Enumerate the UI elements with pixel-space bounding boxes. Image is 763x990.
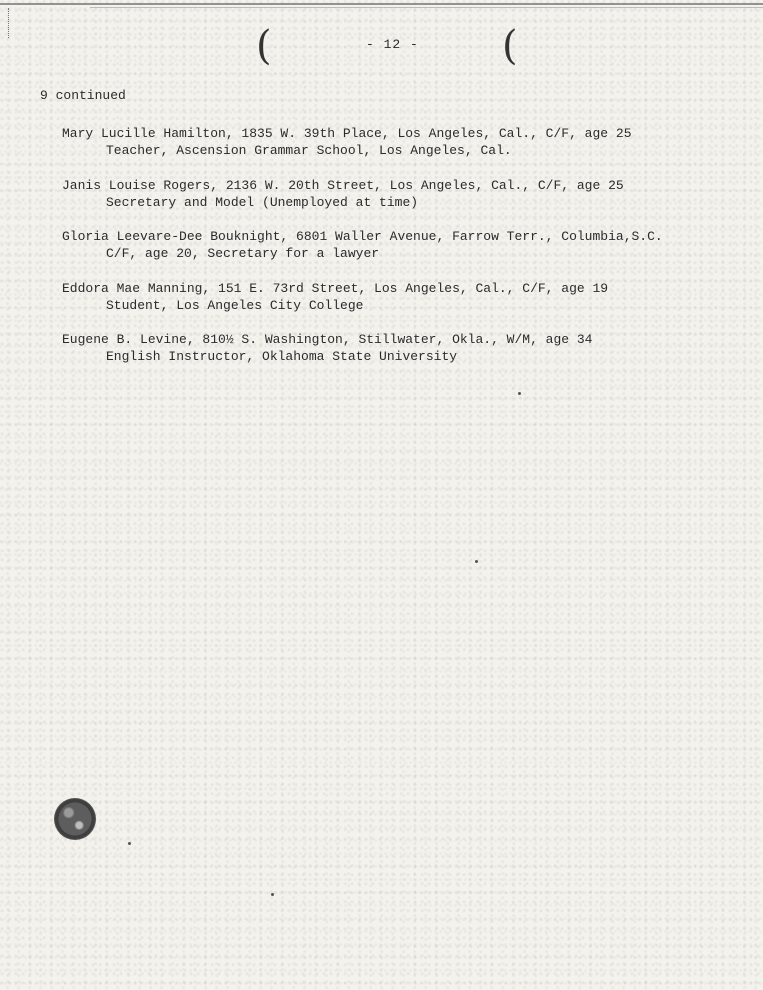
- ink-speck: [271, 893, 274, 896]
- person-entry: [62, 331, 593, 365]
- entry-occupation: English Instructor, Oklahoma State University: [106, 349, 458, 364]
- entry-name-address: Eugene B. Levine, 810½ S. Washington, Stillwater, Okla., W/M, age 34: [62, 332, 593, 347]
- entry-name-address: Janis Louise Rogers, 2136 W. 20th Street, Los Angeles, Cal., C/F, age 25: [62, 178, 624, 193]
- punch-hole-mark: [54, 798, 96, 840]
- right-bracket-mark: (: [502, 23, 518, 69]
- entry-name-address: Eddora Mae Manning, 151 E. 73rd Street, Los Angeles, Cal., C/F, age 19: [62, 281, 609, 296]
- entry-occupation: Teacher, Ascension Grammar School, Los Angeles, Cal.: [106, 143, 512, 158]
- ink-speck: [518, 392, 521, 395]
- entry-name-address: Mary Lucille Hamilton, 1835 W. 39th Place, Los Angeles, Cal., C/F, age 25: [62, 126, 632, 141]
- person-entry: [62, 280, 608, 314]
- left-bracket-mark: (: [256, 23, 272, 69]
- person-entry: [62, 125, 632, 159]
- page-number: - 12 -: [366, 37, 419, 52]
- margin-marks: [8, 8, 17, 38]
- ink-speck: [128, 842, 131, 845]
- section-heading: 9 continued: [40, 88, 126, 103]
- entry-name-address: Gloria Leevare-Dee Bouknight, 6801 Waller Avenue, Farrow Terr., Columbia,S.C.: [62, 229, 663, 244]
- top-border-line: [0, 3, 763, 5]
- top-border-line-secondary: [90, 7, 763, 8]
- entry-occupation: Secretary and Model (Unemployed at time): [106, 195, 419, 210]
- person-entry: [62, 228, 663, 262]
- person-entry: [62, 177, 624, 211]
- entry-occupation: C/F, age 20, Secretary for a lawyer: [106, 246, 380, 261]
- ink-speck: [475, 560, 478, 563]
- entry-occupation: Student, Los Angeles City College: [106, 298, 364, 313]
